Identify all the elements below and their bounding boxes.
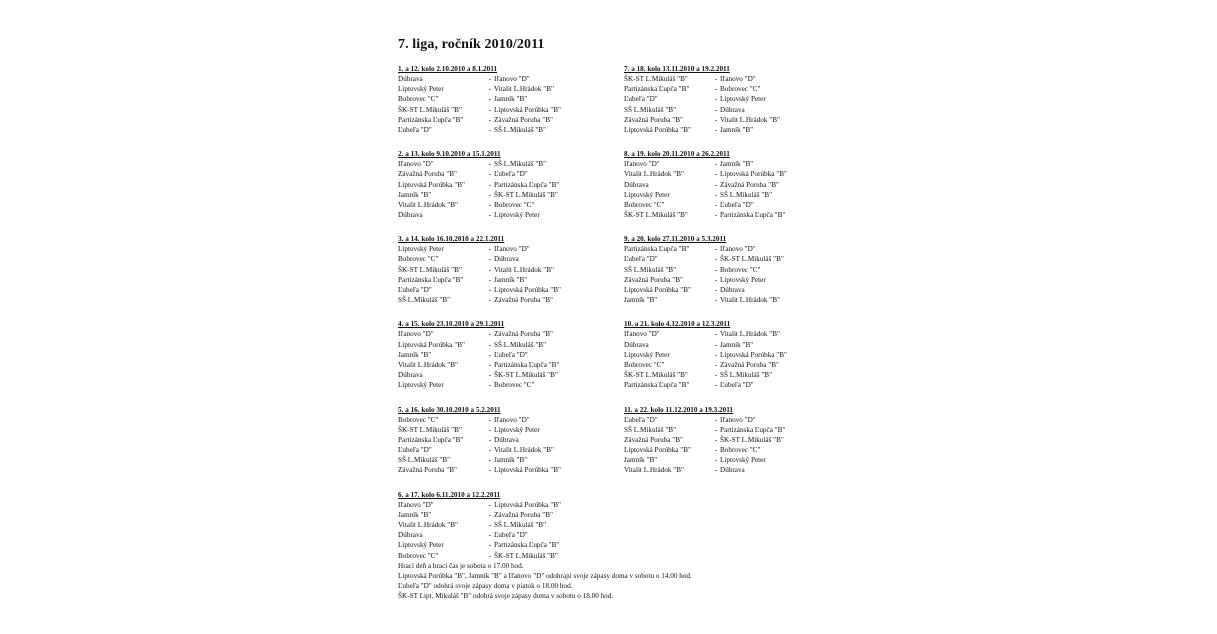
round-block	[624, 234, 834, 305]
match-separator: -	[714, 415, 718, 424]
match-row	[624, 415, 834, 425]
away-team: Vitalit L.Hrádok "B"	[720, 296, 780, 305]
match-row	[398, 435, 608, 445]
match-separator: -	[714, 95, 718, 104]
match-separator: -	[488, 500, 492, 509]
away-team: Iľanovo "D"	[720, 415, 756, 424]
match-separator: -	[488, 170, 492, 179]
home-team: Ľubeľa "D"	[398, 446, 432, 455]
match-separator: -	[488, 115, 492, 124]
match-separator: -	[488, 245, 492, 254]
home-team: Závažná Poruba "B"	[624, 275, 683, 284]
away-team: Liptovská Porúbka "B"	[494, 500, 561, 509]
away-team: Iľanovo "D"	[494, 245, 530, 254]
away-team: ŠK-ST L.Mikuláš "B"	[494, 551, 558, 560]
match-separator: -	[488, 551, 492, 560]
away-team: ŠK-ST L.Mikuláš "B"	[720, 255, 784, 264]
home-team: Vitalit L.Hrádok "B"	[624, 466, 684, 475]
match-separator: -	[714, 190, 718, 199]
match-separator: -	[488, 381, 492, 390]
home-team: ŠK-ST L.Mikuláš "B"	[398, 265, 462, 274]
away-team: Partizánska Ľupča "B"	[494, 541, 560, 550]
match-separator: -	[488, 521, 492, 529]
away-team: Ľubeľa "D"	[494, 350, 528, 359]
match-row	[398, 520, 608, 530]
match-separator: -	[714, 286, 718, 294]
match-row	[624, 84, 834, 94]
round-header: 10. a 21. kolo 4.12.2010 a 12.3.2011	[624, 320, 731, 329]
match-row	[624, 265, 834, 275]
match-separator: -	[714, 200, 718, 209]
away-team: Závažná Poruba "B"	[494, 330, 553, 339]
away-team: Dúbrava	[494, 435, 519, 444]
home-team: Liptovský Peter	[398, 381, 444, 390]
home-team: ŠK-ST L.Mikuláš "B"	[624, 371, 688, 380]
match-row	[398, 370, 608, 380]
match-separator: -	[714, 160, 718, 169]
match-separator: -	[714, 435, 718, 444]
match-separator: -	[488, 425, 492, 434]
home-team: Jamník "B"	[398, 190, 432, 199]
round-block	[398, 405, 608, 476]
match-separator: -	[488, 286, 492, 294]
home-team: Dúbrava	[624, 340, 649, 349]
home-team: Liptovský Peter	[398, 85, 444, 94]
match-separator: -	[488, 435, 492, 444]
away-team: Partizánska Ľupča "B"	[494, 360, 560, 369]
match-row	[398, 190, 608, 200]
match-separator: -	[488, 95, 492, 104]
match-row	[624, 380, 834, 390]
match-separator: -	[488, 180, 492, 189]
home-team: Jamník "B"	[624, 296, 658, 305]
match-row	[398, 510, 608, 520]
match-separator: -	[714, 425, 718, 434]
home-team: ŠK-ST L.Mikuláš "B"	[624, 211, 688, 220]
home-team: Vitalit L.Hrádok "B"	[398, 360, 458, 369]
match-row	[624, 169, 834, 179]
match-separator: -	[714, 330, 718, 339]
away-team: Iľanovo "D"	[494, 75, 530, 83]
match-row	[624, 285, 834, 295]
schedule-notes	[398, 561, 818, 601]
rounds-column-right	[624, 64, 834, 490]
away-team: Liptovská Porúbka "B"	[494, 286, 561, 294]
match-separator: -	[488, 296, 492, 305]
match-row	[398, 200, 608, 210]
match-separator: -	[488, 255, 492, 264]
home-team: SŠ L.Mikuláš "B"	[624, 265, 676, 274]
round-block	[624, 149, 834, 220]
home-team: Liptovský Peter	[398, 541, 444, 550]
match-separator: -	[714, 296, 718, 305]
match-row	[398, 329, 608, 339]
home-team: Partizánska Ľupča "B"	[398, 275, 464, 284]
match-row	[624, 180, 834, 190]
match-row	[398, 94, 608, 104]
away-team: Ľubeľa "D"	[720, 200, 754, 209]
match-separator: -	[488, 265, 492, 274]
round-header: 11. a 22. kolo 11.12.2010 a 19.3.2011	[624, 405, 734, 414]
away-team: Bobrovec "C"	[720, 85, 761, 94]
match-row	[624, 159, 834, 169]
home-team: Jamník "B"	[398, 510, 432, 519]
home-team: Bobrovec "C"	[398, 255, 439, 264]
match-separator: -	[714, 211, 718, 220]
home-team: Liptovský Peter	[398, 245, 444, 254]
away-team: Jamník "B"	[720, 340, 754, 349]
note-line: Liptovská Porúbka "B", Jamník "B" a Iľanovo "D" odohrajú svoje zápasy doma v sobotu o 14.00 hod.	[398, 572, 692, 580]
match-row	[624, 94, 834, 104]
rounds-column-left	[398, 64, 608, 575]
round-block	[398, 490, 608, 561]
match-separator: -	[488, 160, 492, 169]
away-team: Závažná Poruba "B"	[720, 360, 779, 369]
match-row	[398, 180, 608, 190]
round-block	[398, 64, 608, 135]
match-separator: -	[714, 245, 718, 254]
match-separator: -	[488, 531, 492, 540]
away-team: Závažná Poruba "B"	[494, 510, 553, 519]
match-row	[624, 435, 834, 445]
match-row	[398, 500, 608, 510]
away-team: SŠ L.Mikuláš "B"	[720, 190, 772, 199]
match-separator: -	[488, 330, 492, 339]
home-team: SŠ L.Mikuláš "B"	[624, 425, 676, 434]
round-header: 2. a 13. kolo 9.10.2010 a 15.1.2011	[398, 150, 501, 159]
away-team: SŠ L.Mikuláš "B"	[494, 340, 546, 349]
away-team: Vitalit L.Hrádok "B"	[494, 265, 554, 274]
away-team: Bobrovec "C"	[494, 200, 535, 209]
match-row	[398, 360, 608, 370]
home-team: Iľanovo "D"	[398, 500, 434, 509]
match-separator: -	[488, 340, 492, 349]
page-title: 7. liga, ročník 2010/2011	[398, 37, 545, 52]
match-row	[398, 415, 608, 425]
away-team: Liptovský Peter	[494, 425, 540, 434]
match-separator: -	[714, 75, 718, 83]
match-row	[398, 84, 608, 94]
match-row	[398, 74, 608, 84]
match-separator: -	[488, 415, 492, 424]
round-header: 7. a 18. kolo 13.11.2010 a 19.2.2011	[624, 65, 730, 73]
round-block	[398, 234, 608, 305]
home-team: Závažná Poruba "B"	[398, 466, 457, 475]
away-team: Závažná Poruba "B"	[494, 115, 553, 124]
home-team: ŠK-ST L.Mikuláš "B"	[624, 75, 688, 83]
match-separator: -	[488, 200, 492, 209]
match-row	[398, 425, 608, 435]
away-team: Jamník "B"	[720, 125, 754, 134]
match-separator: -	[488, 371, 492, 380]
match-separator: -	[714, 105, 718, 114]
away-team: Dúbrava	[720, 466, 745, 475]
away-team: SŠ L.Mikuláš "B"	[720, 371, 772, 380]
match-row	[624, 340, 834, 350]
round-header: 3. a 14. kolo 16.10.2010 a 22.1.2011	[398, 235, 505, 244]
home-team: Vitalit L.Hrádok "B"	[398, 200, 458, 209]
home-team: Partizánska Ľupča "B"	[624, 85, 690, 94]
match-row	[398, 465, 608, 475]
round-block	[624, 64, 834, 135]
away-team: Jamník "B"	[494, 95, 528, 104]
match-row	[398, 244, 608, 254]
match-separator: -	[714, 360, 718, 369]
match-row	[624, 254, 834, 264]
match-row	[624, 210, 834, 220]
round-block	[624, 405, 834, 476]
home-team: Ľubeľa "D"	[624, 255, 658, 264]
away-team: Vitalit L.Hrádok "B"	[720, 115, 780, 124]
match-row	[398, 265, 608, 275]
away-team: Partizánska Ľupča "B"	[720, 425, 786, 434]
match-row	[624, 465, 834, 475]
round-block	[624, 319, 834, 390]
round-header: 8. a 19. kolo 20.11.2010 a 26.2.2011	[624, 150, 730, 159]
match-row	[398, 551, 608, 561]
match-separator: -	[714, 340, 718, 349]
home-team: Dúbrava	[398, 211, 423, 220]
match-separator: -	[488, 211, 492, 220]
home-team: Iľanovo "D"	[624, 160, 660, 169]
home-team: Liptovská Porúbka "B"	[398, 340, 465, 349]
away-team: Bobrovec "C"	[720, 265, 761, 274]
home-team: Vitalit L.Hrádok "B"	[624, 170, 684, 179]
match-separator: -	[714, 350, 718, 359]
home-team: Ľubeľa "D"	[624, 415, 658, 424]
match-separator: -	[488, 125, 492, 134]
match-separator: -	[714, 371, 718, 380]
home-team: Iľanovo "D"	[398, 160, 434, 169]
away-team: Bobrovec "C"	[720, 446, 761, 455]
match-row	[398, 445, 608, 455]
home-team: Partizánska Ľupča "B"	[624, 381, 690, 390]
home-team: Dúbrava	[624, 180, 649, 189]
away-team: Vitalit L.Hrádok "B"	[720, 330, 780, 339]
away-team: Liptovská Porúbka "B"	[720, 170, 787, 179]
home-team: Jamník "B"	[398, 350, 432, 359]
note-line: Hrací deň a hrací čas je sobota o 17.00 hod.	[398, 562, 524, 570]
match-separator: -	[488, 360, 492, 369]
home-team: Bobrovec "C"	[624, 200, 665, 209]
match-separator: -	[714, 125, 718, 134]
away-team: ŠK-ST L.Mikuláš "B"	[494, 371, 558, 380]
match-row	[624, 295, 834, 305]
match-row	[624, 244, 834, 254]
home-team: Bobrovec "C"	[398, 551, 439, 560]
away-team: Ľubeľa "D"	[720, 381, 754, 390]
away-team: Dúbrava	[720, 105, 745, 114]
away-team: Liptovský Peter	[720, 275, 766, 284]
match-separator: -	[714, 456, 718, 465]
match-row	[624, 350, 834, 360]
match-separator: -	[488, 85, 492, 94]
away-team: Liptovský Peter	[720, 456, 766, 465]
match-separator: -	[714, 265, 718, 274]
match-separator: -	[488, 456, 492, 465]
home-team: Liptovský Peter	[624, 350, 670, 359]
home-team: Liptovská Porúbka "B"	[624, 125, 691, 134]
away-team: Iľanovo "D"	[720, 245, 756, 254]
away-team: Dúbrava	[720, 286, 745, 294]
match-separator: -	[714, 466, 718, 475]
away-team: Závažná Poruba "B"	[494, 296, 553, 305]
home-team: Dúbrava	[398, 75, 423, 83]
away-team: Partizánska Ľupča "B"	[720, 211, 786, 220]
home-team: Liptovský Peter	[624, 190, 670, 199]
match-row	[624, 455, 834, 465]
match-row	[398, 295, 608, 305]
away-team: Vitalit L.Hrádok "B"	[494, 85, 554, 94]
home-team: Bobrovec "C"	[624, 360, 665, 369]
match-row	[398, 105, 608, 115]
away-team: Iľanovo "D"	[720, 75, 756, 83]
away-team: ŠK-ST L.Mikuláš "B"	[720, 435, 784, 444]
home-team: Bobrovec "C"	[398, 415, 439, 424]
home-team: Vitalit L.Hrádok "B"	[398, 521, 458, 529]
match-row	[398, 540, 608, 550]
away-team: Jamník "B"	[720, 160, 754, 169]
match-row	[624, 360, 834, 370]
home-team: SŠ L.Mikuláš "B"	[398, 456, 450, 465]
home-team: Iľanovo "D"	[398, 330, 434, 339]
home-team: Závažná Poruba "B"	[624, 435, 683, 444]
away-team: SŠ L.Mikuláš "B"	[494, 160, 546, 169]
home-team: Ľubeľa "D"	[398, 286, 432, 294]
home-team: Liptovská Porúbka "B"	[624, 286, 691, 294]
match-separator: -	[488, 510, 492, 519]
round-header: 1. a 12. kolo 2.10.2010 a 8.1.2011	[398, 65, 498, 73]
match-row	[624, 115, 834, 125]
match-row	[624, 74, 834, 84]
match-separator: -	[714, 381, 718, 390]
match-separator: -	[488, 541, 492, 550]
round-header: 4. a 15. kolo 23.10.2010 a 29.1.2011	[398, 320, 505, 329]
home-team: Partizánska Ľupča "B"	[398, 435, 464, 444]
match-row	[624, 125, 834, 135]
home-team: Jamník "B"	[624, 456, 658, 465]
match-row	[624, 370, 834, 380]
match-row	[624, 425, 834, 435]
match-row	[398, 125, 608, 135]
match-row	[624, 105, 834, 115]
home-team: Závažná Poruba "B"	[398, 170, 457, 179]
note-line: Ľubeľa "D" odohrá svoje zápasy doma v piatok o 18.00 hod.	[398, 582, 573, 590]
match-row	[398, 254, 608, 264]
away-team: Partizánska Ľupča "B"	[494, 180, 560, 189]
away-team: Bobrovec "C"	[494, 381, 535, 390]
match-separator: -	[714, 255, 718, 264]
away-team: Liptovská Porúbka "B"	[720, 350, 787, 359]
match-row	[398, 169, 608, 179]
home-team: Ľubeľa "D"	[624, 95, 658, 104]
match-separator: -	[488, 466, 492, 475]
home-team: Liptovská Porúbka "B"	[624, 446, 691, 455]
match-separator: -	[714, 446, 718, 455]
away-team: Liptovský Peter	[494, 211, 540, 220]
home-team: SŠ L.Mikuláš "B"	[624, 105, 676, 114]
home-team: Partizánska Ľupča "B"	[398, 115, 464, 124]
note-line: ŠK-ST Lipt. Mikuláš "B" odohrá svoje zápasy doma v sobotu o 18.00 hod.	[398, 592, 614, 600]
home-team: Závažná Poruba "B"	[624, 115, 683, 124]
round-block	[398, 319, 608, 390]
round-header: 9. a 20. kolo 27.11.2010 a 5.3.2011	[624, 235, 727, 244]
match-separator: -	[488, 105, 492, 114]
match-row	[398, 275, 608, 285]
home-team: Ľubeľa "D"	[398, 125, 432, 134]
match-separator: -	[488, 190, 492, 199]
away-team: Liptovský Peter	[720, 95, 766, 104]
match-separator: -	[488, 75, 492, 83]
round-header: 6. a 17. kolo 6.11.2010 a 12.2.2011	[398, 490, 501, 499]
away-team: Jamník "B"	[494, 456, 528, 465]
match-row	[398, 380, 608, 390]
away-team: SŠ L.Mikuláš "B"	[494, 521, 546, 529]
home-team: ŠK-ST L.Mikuláš "B"	[398, 105, 462, 114]
round-header: 5. a 16. kolo 30.10.2010 a 5.2.2011	[398, 405, 501, 414]
match-separator: -	[488, 275, 492, 284]
away-team: ŠK-ST L.Mikuláš "B"	[494, 190, 558, 199]
match-row	[398, 285, 608, 295]
match-row	[398, 159, 608, 169]
home-team: Bobrovec "C"	[398, 95, 439, 104]
match-row	[398, 115, 608, 125]
home-team: ŠK-ST L.Mikuláš "B"	[398, 425, 462, 434]
match-separator: -	[714, 170, 718, 179]
away-team: Jamník "B"	[494, 275, 528, 284]
match-separator: -	[714, 85, 718, 94]
match-separator: -	[714, 180, 718, 189]
home-team: Dúbrava	[398, 371, 423, 380]
home-team: Liptovská Porúbka "B"	[398, 180, 465, 189]
match-row	[624, 445, 834, 455]
home-team: SŠ L.Mikuláš "B"	[398, 296, 450, 305]
away-team: Iľanovo "D"	[494, 415, 530, 424]
away-team: Závažná Poruba "B"	[720, 180, 779, 189]
match-row	[398, 455, 608, 465]
away-team: Liptovská Porúbka "B"	[494, 105, 561, 114]
away-team: SŠ L.Mikuláš "B"	[494, 125, 546, 134]
match-row	[624, 329, 834, 339]
match-row	[398, 210, 608, 220]
match-row	[398, 530, 608, 540]
away-team: Ľubeľa "D"	[494, 531, 528, 540]
home-team: Partizánska Ľupča "B"	[624, 245, 690, 254]
match-separator: -	[714, 115, 718, 124]
match-separator: -	[488, 446, 492, 455]
away-team: Dúbrava	[494, 255, 519, 264]
match-row	[398, 350, 608, 360]
home-team: Iľanovo "D"	[624, 330, 660, 339]
away-team: Ľubeľa "D"	[494, 170, 528, 179]
round-block	[398, 149, 608, 220]
away-team: Vitalit L.Hrádok "B"	[494, 446, 554, 455]
match-row	[624, 190, 834, 200]
away-team: Liptovská Porúbka "B"	[494, 466, 561, 475]
match-separator: -	[714, 275, 718, 284]
match-separator: -	[488, 350, 492, 359]
match-row	[398, 340, 608, 350]
match-row	[624, 275, 834, 285]
home-team: Dúbrava	[398, 531, 423, 540]
match-row	[624, 200, 834, 210]
